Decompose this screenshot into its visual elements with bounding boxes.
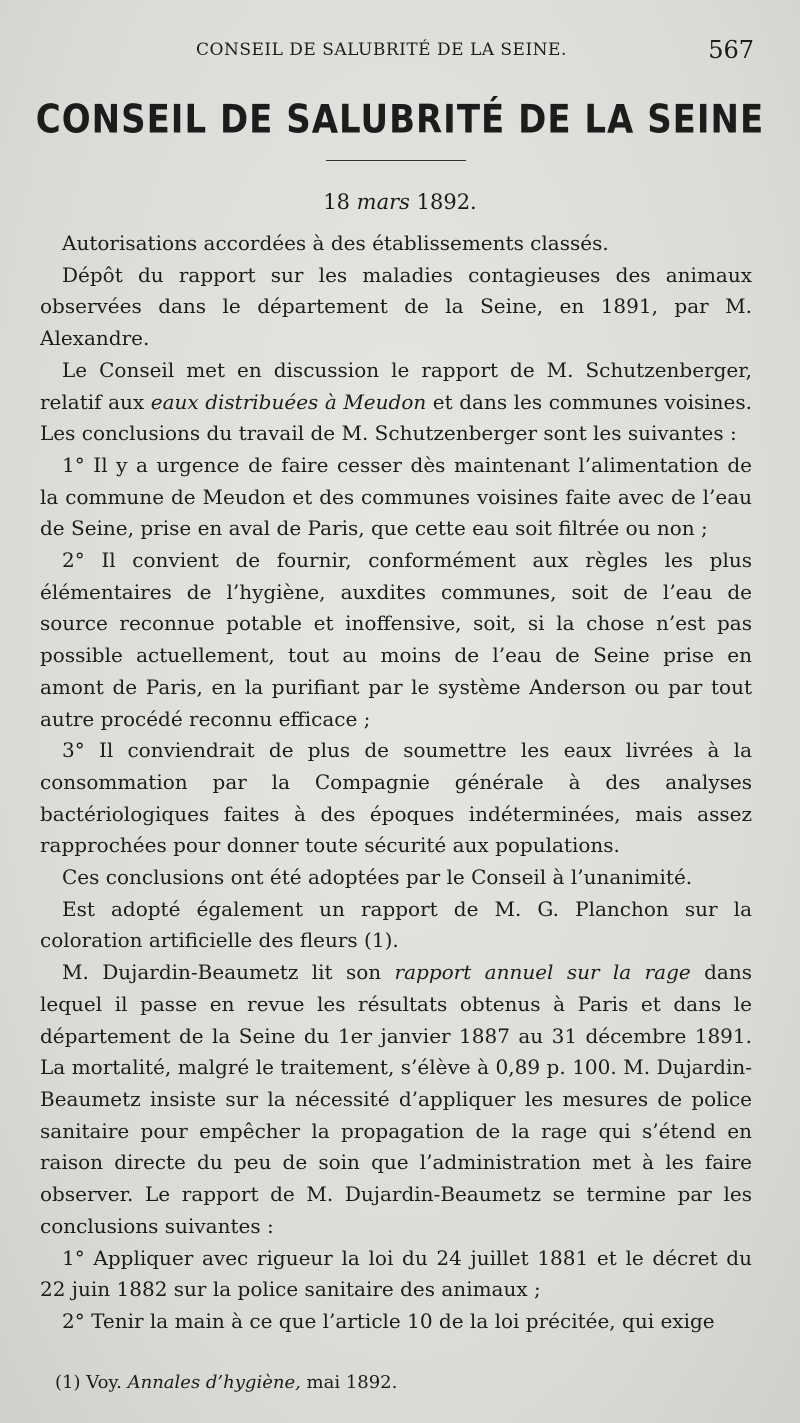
paragraph: 1° Il y a urgence de faire cesser dès maintenant l’alimentation de la commune de Meudon et des communes voisines faite avec de l’eau de Seine, prise en aval de Paris, que cette eau soit filtrée ou non ; <box>40 452 752 541</box>
italic-span: eaux distribuées à Meudon <box>150 389 427 414</box>
paragraph: 1° Appliquer avec rigueur la loi du 24 juillet 1881 et le décret du 22 juin 1882 sur la police sanitaire des animaux ; <box>40 1245 752 1302</box>
paragraph: 3° Il conviendrait de plus de soumettre les eaux livrées à la consommation par la Compagnie générale à des analyses bactériologiques faites à des époques indéterminées, mais assez rapprochées pour donner toute sécurité aux populations. <box>40 738 752 858</box>
title-divider <box>326 160 466 161</box>
text-span: M. Dujardin-Beaumetz lit son <box>62 960 395 985</box>
session-date <box>0 190 800 214</box>
paragraph <box>40 957 752 1242</box>
date-year: 1892. <box>416 190 477 214</box>
paragraph: Est adopté également un rapport de M. G. Planchon sur la coloration artificielle des fleurs (1). <box>40 896 752 953</box>
page-title: CONSEIL DE SALUBRITÉ DE LA SEINE <box>35 97 765 143</box>
date-month: mars <box>356 190 410 214</box>
footnote-marker: (1) Voy. <box>55 1372 128 1393</box>
italic-span: rapport annuel sur la rage <box>394 960 691 985</box>
text-span: et dans les communes voisines. Les conclusions du travail de M. Schutzenberger sont les suivantes : <box>40 389 753 446</box>
running-title: CONSEIL DE SALUBRITÉ DE LA SEINE. <box>196 40 567 60</box>
text-span: dans lequel il passe en revue les résultats obtenus à Paris et dans le département de la Seine du 1er janvier 1887 au 31 décembre 1891. La mortalité, malgré le traitement, s’élève à 0,89 p. 100. M. Dujardin-Beaumetz insiste sur la nécessité d’appliquer les mesures de police sanitaire pour empêcher la propagation de la rage qui s’étend en raison directe du peu de soin que l’administration met à les faire observer. Le rapport de M. Dujardin-Beaumetz se termine par les conclusions suivantes : <box>40 960 752 1238</box>
paragraph <box>40 355 752 450</box>
paragraph: Ces conclusions ont été adoptées par le Conseil à l’unanimité. <box>62 865 693 890</box>
paragraph: Autorisations accordées à des établissements classés. <box>62 231 609 255</box>
body-text <box>40 228 752 1338</box>
running-header <box>0 38 800 68</box>
footnote-date: mai 1892. <box>300 1372 398 1393</box>
paragraph: 2° Tenir la main à ce que l’article 10 de la loi précitée, qui exige <box>62 1308 715 1333</box>
date-day: 18 <box>323 190 350 214</box>
footnote <box>55 1372 397 1393</box>
paragraph: 2° Il convient de fournir, conformément aux règles les plus élémentaires de l’hygiène, auxdites communes, soit de l’eau de source reconnue potable et inoffensive, soit, si la chose n’est pas possible actuellement, tout au moins de l’eau de Seine prise en amont de Paris, en la purifiant par le système Anderson ou par tout autre procédé reconnu efficace ; <box>40 548 752 731</box>
page-number: 567 <box>708 36 754 64</box>
paragraph: Dépôt du rapport sur les maladies contagieuses des animaux observées dans le département de la Seine, en 1891, par M. Alexandre. <box>40 262 752 351</box>
text-span: Le Conseil met en discussion le rapport de M. Schutzenberger, relatif aux <box>40 357 752 414</box>
footnote-journal: Annales d’hygiène, <box>127 1372 301 1393</box>
